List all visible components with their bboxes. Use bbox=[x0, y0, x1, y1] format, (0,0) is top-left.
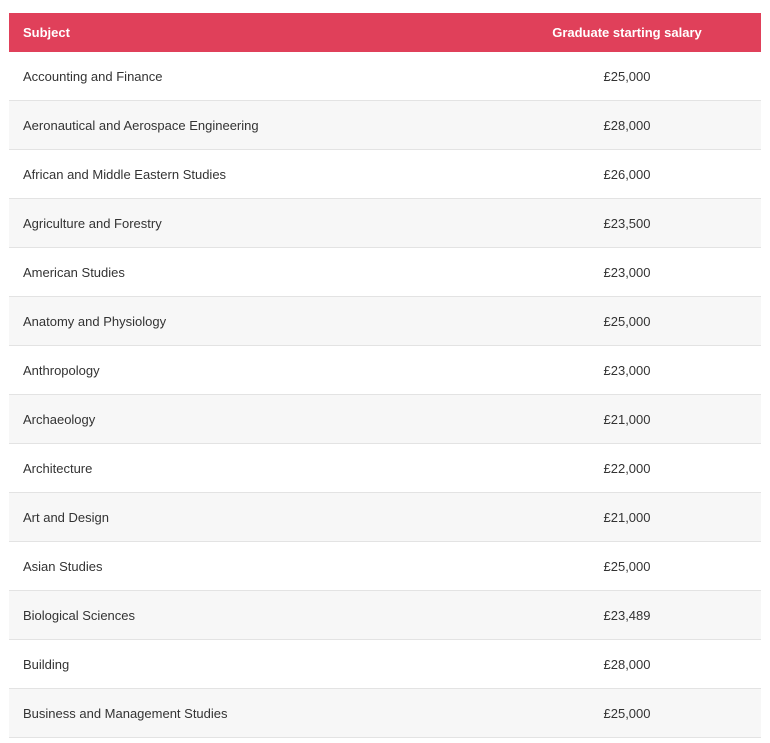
cell-salary: £28,000 bbox=[603, 656, 651, 672]
table-row bbox=[9, 493, 761, 542]
table-row bbox=[9, 689, 761, 738]
cell-subject: Archaeology bbox=[23, 411, 96, 427]
table-row bbox=[9, 395, 761, 444]
table-row bbox=[9, 346, 761, 395]
cell-subject: African and Middle Eastern Studies bbox=[23, 166, 227, 182]
cell-salary: £25,000 bbox=[603, 558, 651, 574]
cell-salary: £23,000 bbox=[603, 362, 651, 378]
cell-salary: £21,000 bbox=[603, 411, 651, 427]
cell-subject: American Studies bbox=[23, 264, 125, 280]
table-header bbox=[9, 13, 761, 52]
cell-subject: Accounting and Finance bbox=[23, 68, 163, 84]
cell-subject: Anatomy and Physiology bbox=[23, 313, 167, 329]
cell-subject: Agriculture and Forestry bbox=[23, 215, 162, 231]
cell-salary: £23,000 bbox=[603, 264, 651, 280]
table-row bbox=[9, 52, 761, 101]
table-body bbox=[9, 52, 761, 738]
cell-salary: £25,000 bbox=[603, 705, 651, 721]
cell-salary: £28,000 bbox=[603, 117, 651, 133]
table-row bbox=[9, 591, 761, 640]
table-row bbox=[9, 199, 761, 248]
cell-subject: Asian Studies bbox=[23, 558, 103, 574]
header-salary: Graduate starting salary bbox=[552, 25, 702, 40]
cell-subject: Aeronautical and Aerospace Engineering bbox=[23, 117, 259, 133]
table-row bbox=[9, 150, 761, 199]
cell-salary: £22,000 bbox=[603, 460, 651, 476]
table-row bbox=[9, 542, 761, 591]
cell-subject: Art and Design bbox=[23, 509, 109, 525]
table-row bbox=[9, 640, 761, 689]
cell-salary: £23,500 bbox=[603, 215, 651, 231]
table-row bbox=[9, 101, 761, 150]
cell-subject: Business and Management Studies bbox=[23, 705, 228, 721]
cell-subject: Building bbox=[23, 656, 70, 672]
cell-salary: £23,489 bbox=[603, 607, 651, 623]
cell-salary: £26,000 bbox=[603, 166, 651, 182]
cell-subject: Biological Sciences bbox=[23, 607, 136, 623]
cell-salary: £25,000 bbox=[603, 68, 651, 84]
cell-salary: £25,000 bbox=[603, 313, 651, 329]
cell-subject: Architecture bbox=[23, 460, 93, 476]
salary-table bbox=[9, 13, 761, 738]
table-row bbox=[9, 248, 761, 297]
cell-subject: Anthropology bbox=[23, 362, 100, 378]
cell-salary: £21,000 bbox=[603, 509, 651, 525]
table-row bbox=[9, 444, 761, 493]
header-subject: Subject bbox=[23, 25, 70, 40]
table-row bbox=[9, 297, 761, 346]
